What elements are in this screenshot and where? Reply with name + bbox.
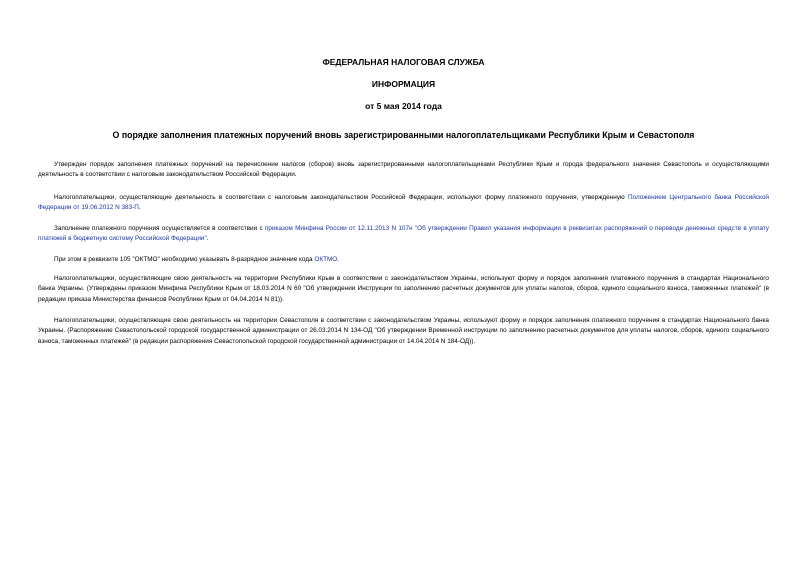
- paragraph-2: [38, 193, 769, 214]
- document-date: от 5 мая 2014 года: [365, 101, 442, 111]
- document-type-heading: ИНФОРМАЦИЯ: [371, 79, 436, 89]
- paragraph-2-text: Налогоплательщики, осуществляющие деятельность в соответствии с налоговым законодательством Российской Федерации, используют форму платежного поручения, утвержденную: [54, 194, 628, 201]
- paragraph-3: [38, 224, 769, 245]
- paragraph-6: Налогоплательщики, осуществляющие свою деятельность на территории Севастополя в соответствии с законодательством Украины, используют форму и порядок заполнения платежного поручения в стандартах Национального банка Украины. (Распоряжение Севастопольской городской государственной администрации от 26.03.2014 N 134-ОД "Об утверждении Временной инструкции по заполнению расчетных документов для уплаты налогов, сборов, единого социального взноса, таможенных платежей" (в редакции распоряжения Севастопольской городской государственной администрации от 14.04.2014 N 184-ОД)).: [38, 317, 769, 345]
- paragraph-1: Утвержден порядок заполнения платежных поручений на перечисление налогов (сборов) вновь зарегистрированными налогоплательщиками Республики Крым и города федерального значения Севастополь и осуществляющими деятельность в соответствии с налоговым законодательством Российской Федерации.: [38, 161, 769, 179]
- paragraph-5: Налогоплательщики, осуществляющие свою деятельность на территории Республики Крым в соответствии с законодательством Украины, используют форму и порядок заполнения платежного поручения в стандартах Национального банка Украины. (Утверждены приказом Минфина Республики Крым от 18.03.2014 N 60 "Об утверждении Инструкции по заполнению расчетных документов для уплаты налогов, сборов, единого социального взноса, таможенных платежей" (в редакции приказа Министерства финансов Республики Крым от 04.04.2014 N 81)).: [38, 275, 769, 303]
- document-title: О порядке заполнения платежных поручений вновь зарегистрированными налогоплательщиками Республики Крым и Севастополя: [112, 130, 695, 140]
- agency-heading: ФЕДЕРАЛЬНАЯ НАЛОГОВАЯ СЛУЖБА: [322, 57, 485, 67]
- link-cbr-regulation-383p[interactable]: Положением Центрального банка Российской Федерации от 19.06.2012 N 383-П: [38, 194, 769, 212]
- paragraph-2-end: .: [138, 204, 141, 212]
- paragraph-3-text: Заполнение платежного поручения осуществляется в соответствии с: [54, 225, 265, 232]
- paragraph-4-text: При этом в реквизите 105 "ОКТМО" необходимо указывать 8-разрядное значение кода: [54, 256, 315, 263]
- paragraph-3-end: .: [206, 235, 209, 243]
- link-minfin-order-107n[interactable]: приказом Минфина России от 12.11.2013 N 107н "Об утверждении Правил указания информации в реквизитах распоряжений о переводе денежных средств в уплату платежей в бюджетную систему Российской Федерации": [38, 225, 769, 243]
- paragraph-4: [38, 255, 769, 265]
- link-oktmo[interactable]: ОКТМО: [314, 256, 338, 263]
- paragraph-4-end: .: [337, 256, 340, 263]
